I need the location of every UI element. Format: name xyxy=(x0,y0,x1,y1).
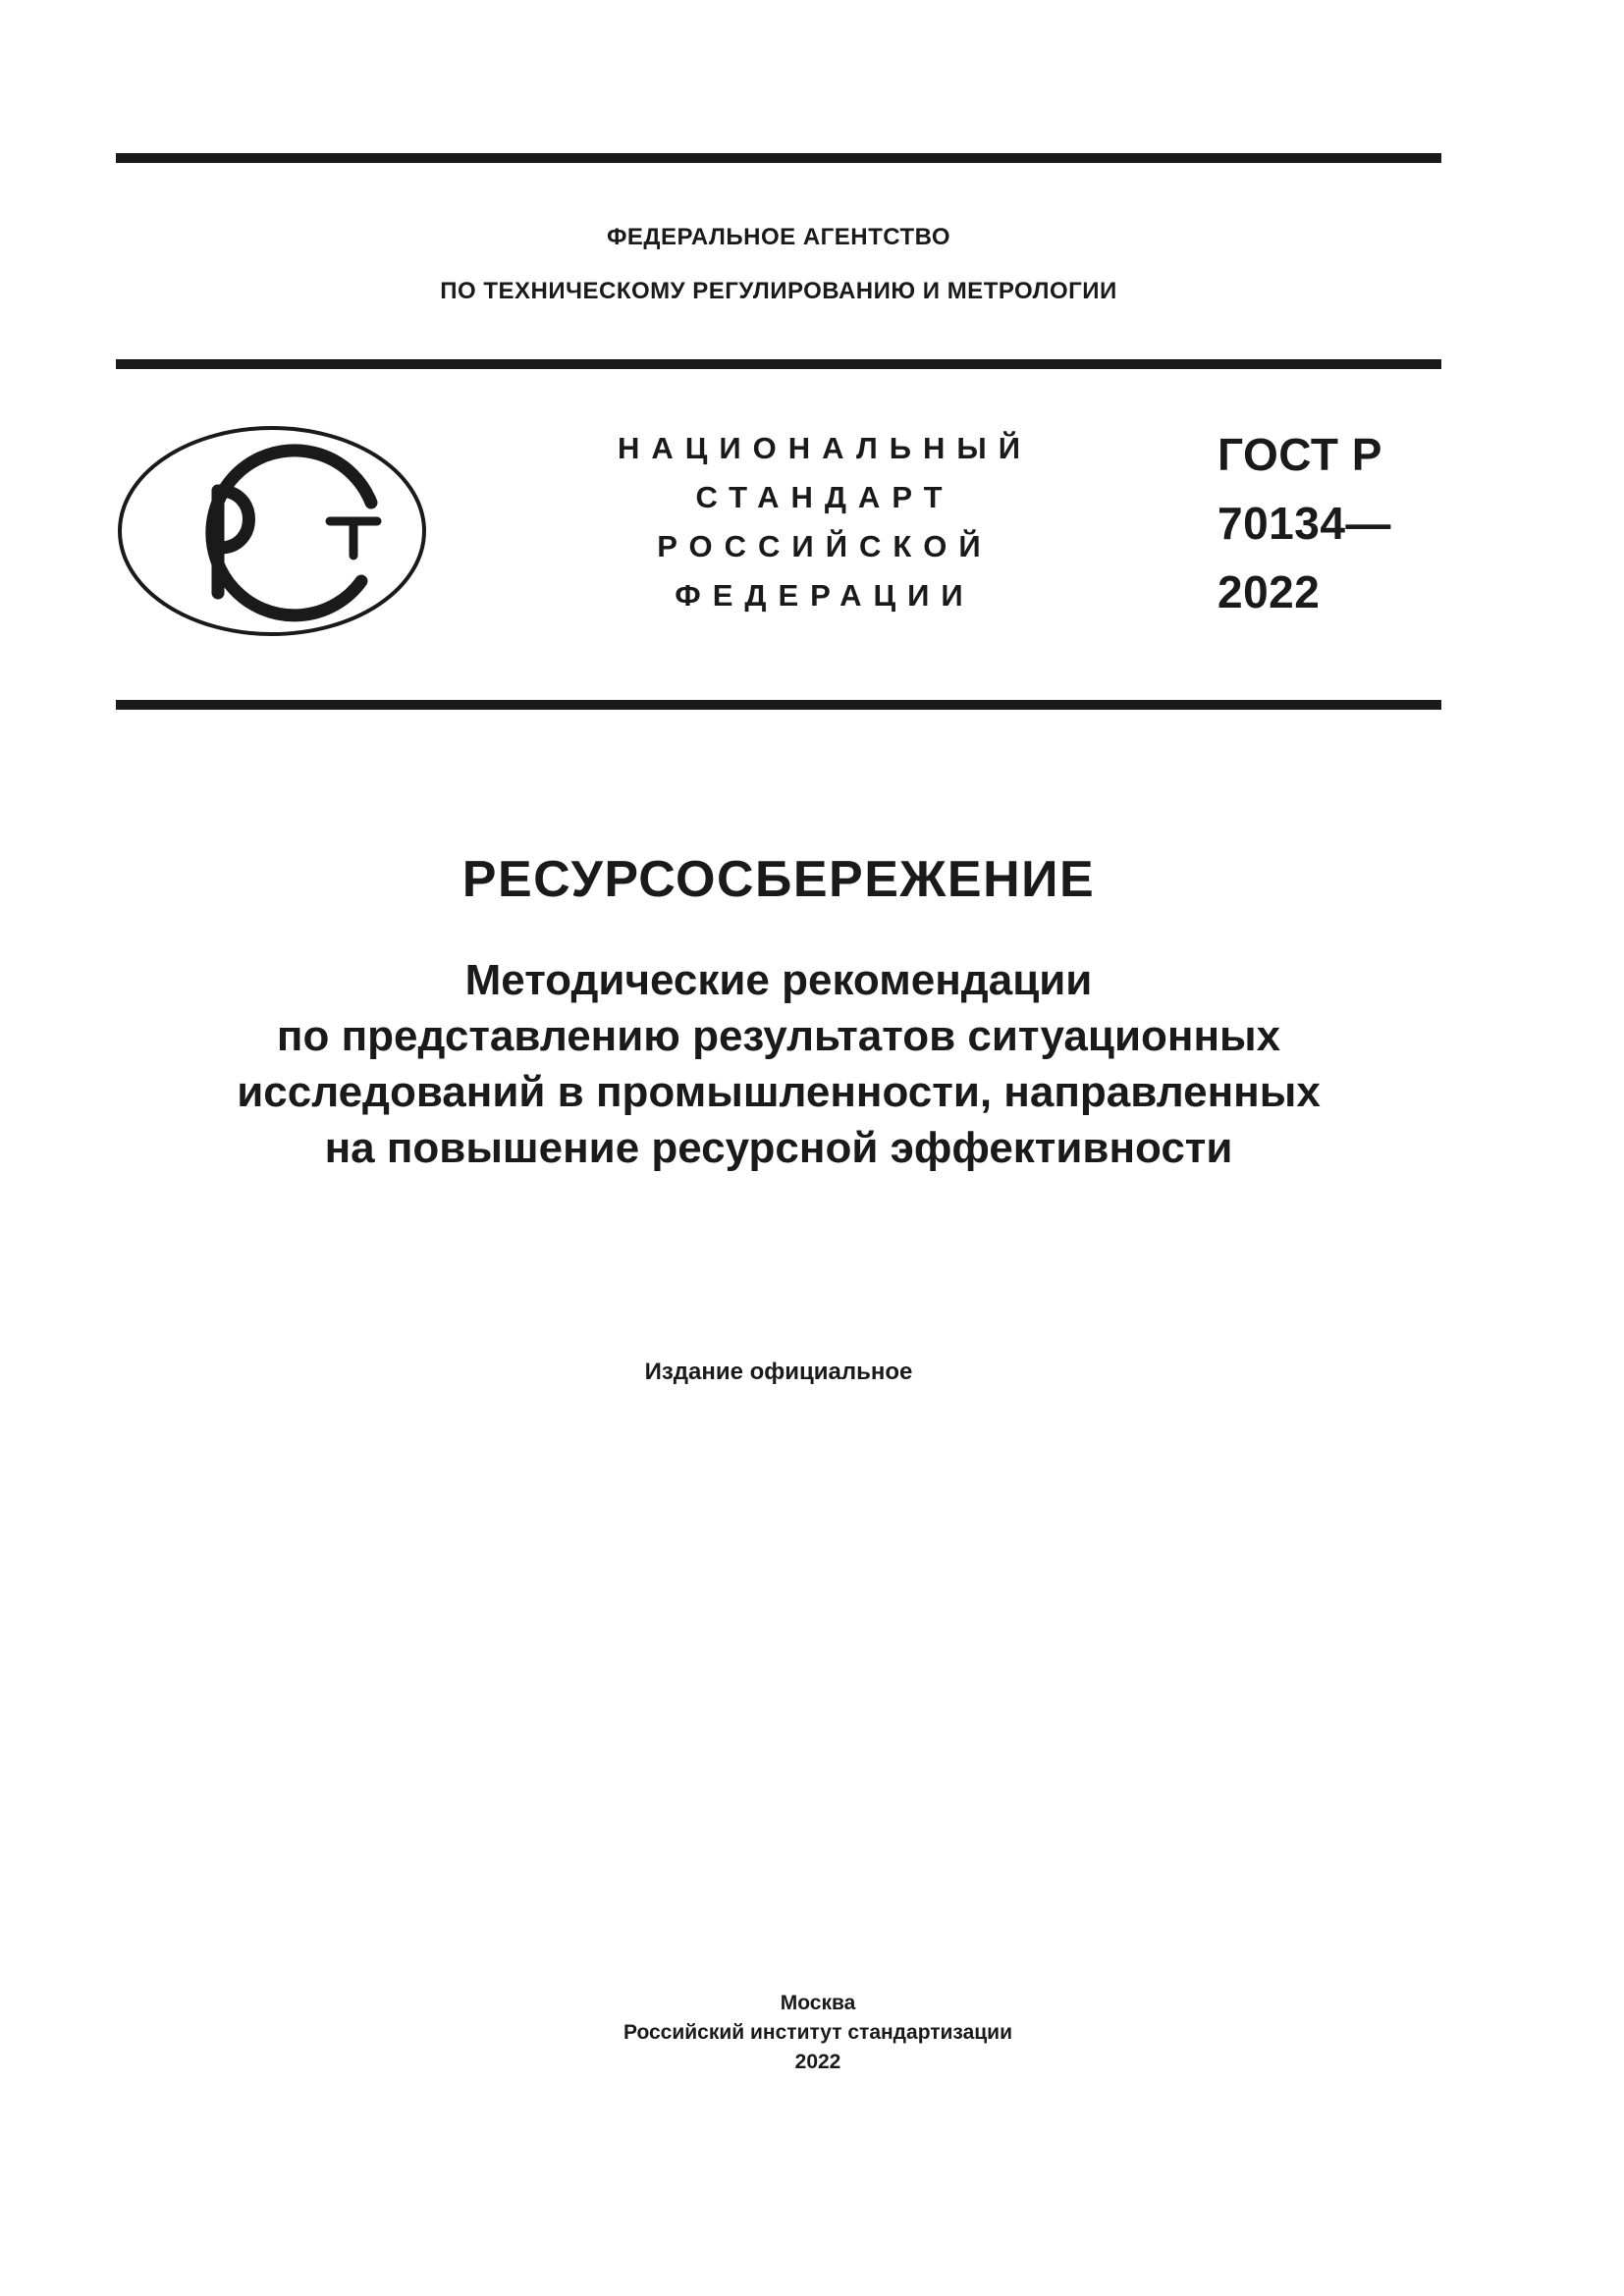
imprint-city: Москва xyxy=(780,1992,856,2014)
header-bottom-rule xyxy=(116,700,1441,710)
rst-certification-mark-icon xyxy=(116,424,428,638)
designation-line-3: 2022 xyxy=(1218,566,1321,617)
subtitle-line-3: исследований в промышленности, направленных xyxy=(237,1068,1321,1116)
agency-bottom-rule xyxy=(116,359,1441,369)
imprint-year: 2022 xyxy=(794,2051,841,2073)
imprint xyxy=(116,1989,1520,2077)
standard-type-line-1: НАЦИОНАЛЬНЫЙ xyxy=(617,431,1033,465)
document-main-title: РЕСУРСОСБЕРЕЖЕНИЕ xyxy=(461,851,1096,908)
subtitle-line-4: на повышение ресурсной эффективности xyxy=(324,1124,1233,1172)
edition-note: Издание официальное xyxy=(644,1359,913,1385)
standard-type-line-3: РОССИЙСКОЙ xyxy=(657,529,993,563)
subtitle-line-1: Методические рекомендации xyxy=(464,956,1093,1004)
standard-type-line-2: СТАНДАРТ xyxy=(695,480,954,514)
top-rule xyxy=(116,153,1441,163)
standard-type xyxy=(550,424,1100,620)
document-subtitle xyxy=(116,952,1441,1176)
designation-line-1: ГОСТ Р xyxy=(1218,429,1382,480)
standard-designation xyxy=(1218,420,1443,626)
designation-line-2: 70134— xyxy=(1218,498,1391,549)
agency-line-1: ФЕДЕРАЛЬНОЕ АГЕНТСТВО xyxy=(606,224,951,250)
agency-line-2: ПО ТЕХНИЧЕСКОМУ РЕГУЛИРОВАНИЮ И МЕТРОЛОГИИ xyxy=(440,278,1117,304)
imprint-publisher: Российский институт стандартизации xyxy=(623,2021,1013,2044)
subtitle-line-2: по представлению результатов ситуационных xyxy=(276,1012,1281,1060)
standard-type-line-4: ФЕДЕРАЦИИ xyxy=(675,578,975,613)
